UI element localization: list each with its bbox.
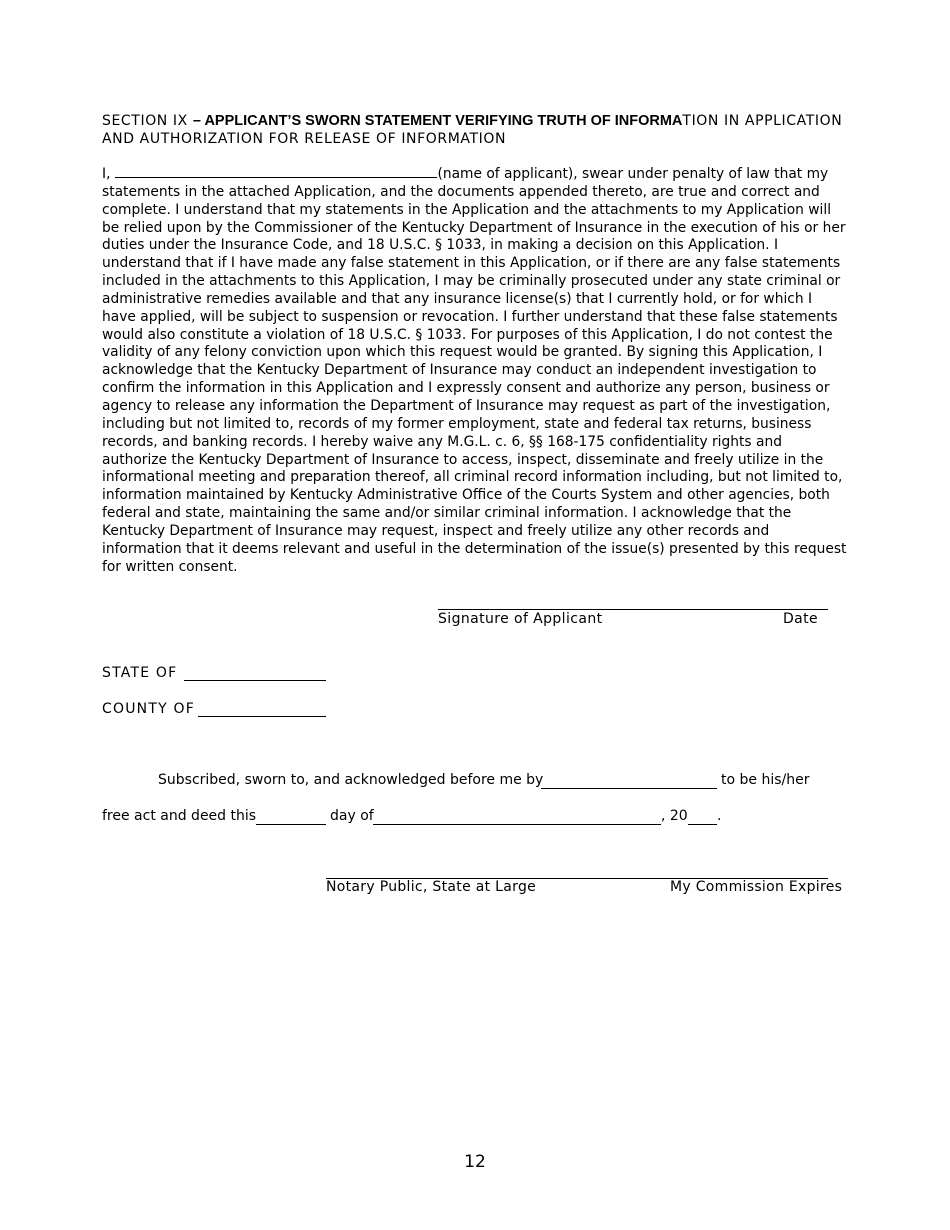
county-field[interactable]	[198, 716, 326, 717]
day-of-label: day of	[330, 808, 374, 824]
statement-text: (name of applicant), swear under penalty of law that my statements in the attached Application, and the documents appended thereto, are true and correct and complete. I understand that my statements in the Application and the attachments to my Application will be relied upon by the Commissioner of the Kentucky Department of Insurance in the execution of his or her duties under the Insurance Code, and 18 U.S.C. § 1033, in making a decision on this Application. I understand that if I have made any false statement in this Application, or if there are any false statements included in the attachments to this Application, I may be criminally prosecuted under any state criminal or administrative remedies available and that any insurance license(s) that I currently hold, or for which I have applied, will be subject to suspension or revocation. I further understand that these false statements would also constitute a violation of 18 U.S.C. § 1033. For purposes of this Application, I do not contest the validity of any felony conviction upon which this request would be granted. By signing this Application, I acknowledge that the Kentucky Department of Insurance may conduct an independent investigation to confirm the information in this Application and I expressly consent and authorize any person, business or agency to release any information the Department of Insurance may request as part of the investigation, including but not limited to, records of my former employment, state and federal tax returns, business records, and banking records. I hereby waive any M.G.L. c. 6, §§ 168-175 confidentiality rights and authorize the Kentucky Department of Insurance to access, inspect, disseminate and freely utilize in the informational meeting and preparation thereof, all criminal record information including, but not limited to, information maintained by Kentucky Administrative Office of the Courts System and other agencies, both federal and state, maintaining the same and/or similar criminal information. I acknowledge that the Kentucky Department of Insurance may request, inspect and freely utilize any other records and information that it deems relevant and useful in the determination of the issue(s) presented by this request for written consent.	[102, 166, 847, 575]
deed-statement: free act and deed this	[102, 808, 257, 824]
county-label: COUNTY OF	[102, 701, 195, 717]
notary-label: Notary Public, State at Large	[326, 879, 537, 895]
section-heading	[102, 112, 862, 148]
notary-statement-start: Subscribed, sworn to, and acknowledged before me by	[158, 772, 544, 788]
notary-statement-end: to be his/her	[721, 772, 810, 788]
signature-line[interactable]	[438, 609, 828, 610]
state-label: STATE OF	[102, 665, 178, 681]
year-prefix: , 20	[661, 808, 688, 824]
sworn-statement-paragraph	[102, 165, 847, 576]
state-field[interactable]	[184, 680, 326, 681]
day-field[interactable]	[256, 824, 326, 825]
section-title-bold: – APPLICANT’S SWORN STATEMENT VERIFYING TRUTH OF INFORMA	[192, 113, 683, 129]
date-label: Date	[783, 611, 819, 627]
commission-expires-label: My Commission Expires	[670, 879, 843, 895]
month-field[interactable]	[373, 824, 661, 825]
sworn-by-field[interactable]	[541, 788, 717, 789]
year-field[interactable]	[688, 824, 717, 825]
signature-label: Signature of Applicant	[438, 611, 603, 627]
statement-lead: I,	[102, 166, 111, 182]
section-title-rest: TION IN APPLICATION AND AUTHORIZATION FOR RELEASE OF INFORMATION	[102, 113, 843, 147]
page-number: 12	[464, 1152, 486, 1172]
section-prefix: SECTION IX	[102, 113, 193, 129]
period: .	[717, 808, 722, 824]
applicant-name-field[interactable]	[115, 165, 437, 178]
